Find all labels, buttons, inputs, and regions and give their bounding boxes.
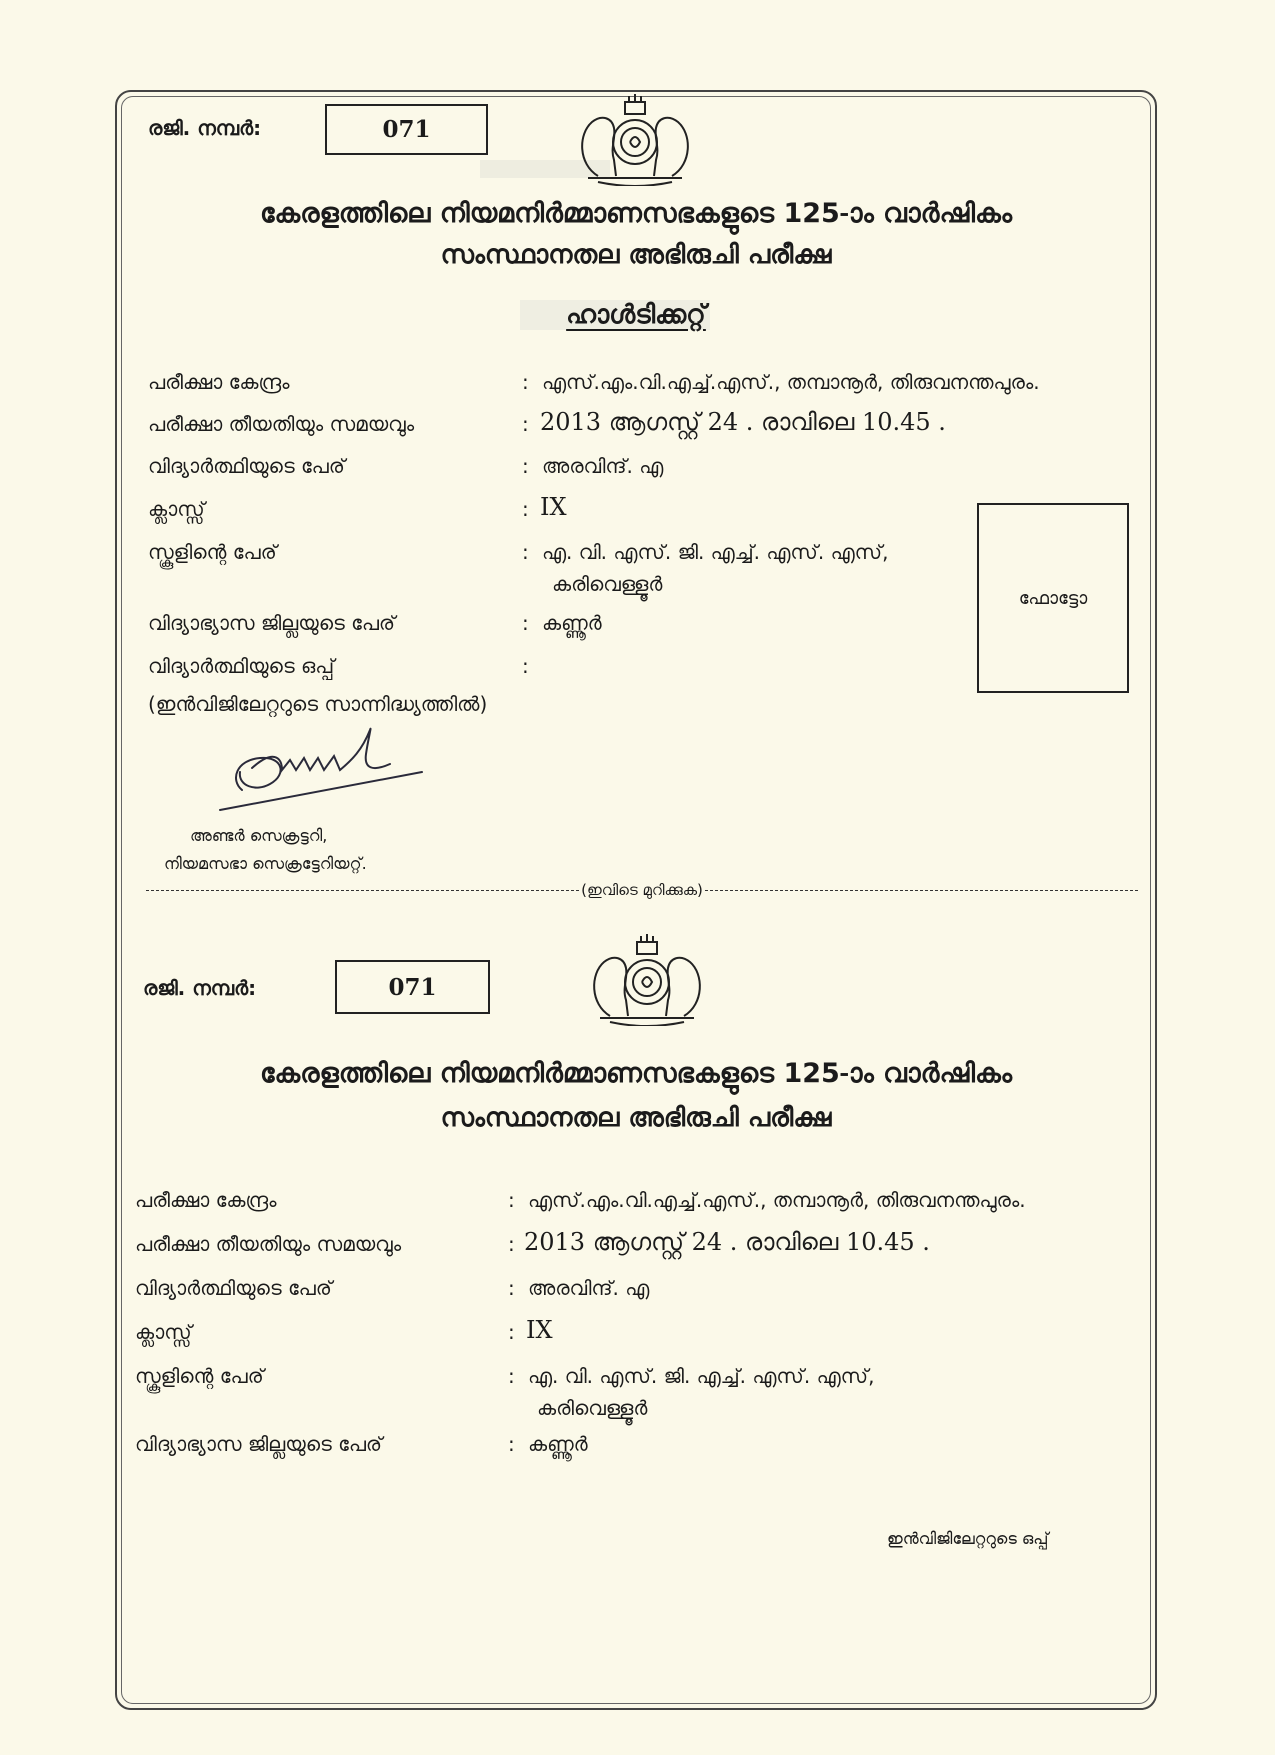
- upper-exam-datetime-label: പരീക്ഷാ തീയതിയും സമയവും: [148, 412, 415, 436]
- colon: :: [522, 540, 529, 564]
- colon: :: [508, 1364, 515, 1388]
- upper-school-place: കരിവെള്ളൂർ: [552, 572, 663, 596]
- colon: :: [522, 497, 529, 521]
- upper-subtitle: സംസ്ഥാനതല അഭിരുചി പരീക്ഷ: [440, 240, 832, 270]
- upper-reg-number-box: 071: [325, 104, 488, 155]
- upper-class-label: ക്ലാസ്സ്: [148, 497, 205, 521]
- lower-student-name-label: വിദ്യാർത്ഥിയുടെ പേര്: [135, 1276, 332, 1300]
- document-frame-inner: [121, 96, 1151, 1704]
- signature-mark: [212, 720, 432, 812]
- colon: :: [508, 1432, 515, 1456]
- cut-dash-right: [705, 890, 1138, 891]
- cut-here-label: (ഇവിടെ മുറിക്കുക): [581, 881, 703, 899]
- kerala-emblem-icon: [580, 934, 714, 1026]
- upper-district-value: കണ്ണൂർ: [542, 611, 602, 635]
- kerala-emblem-icon: [568, 94, 702, 186]
- invigilator-signature-label: ഇൻവിജിലേറ്ററുടെ ഒപ്പ്: [887, 1529, 1049, 1548]
- lower-class-value: IX: [526, 1316, 553, 1344]
- lower-exam-centre-value: എസ്.എം.വി.എച്ച്.എസ്., തമ്പാനൂർ, തിരുവനന്തപുരം.: [528, 1188, 1026, 1212]
- hall-ticket-heading: ഹാൾടിക്കറ്റ്: [566, 300, 706, 330]
- photo-placeholder: [977, 503, 1129, 693]
- colon: :: [508, 1188, 515, 1212]
- upper-student-signature-label: വിദ്യാർത്ഥിയുടെ ഒപ്പ്: [148, 654, 335, 678]
- lower-class-label: ക്ലാസ്സ്: [135, 1320, 192, 1344]
- colon: :: [522, 454, 529, 478]
- colon: :: [508, 1232, 515, 1256]
- upper-district-label: വിദ്യാഭ്യാസ ജില്ലയുടെ പേര്: [148, 611, 396, 635]
- upper-class-value: IX: [540, 493, 567, 521]
- cut-dash-left: [146, 890, 579, 891]
- upper-school-label: സ്കൂളിന്റെ പേര്: [148, 540, 277, 564]
- upper-exam-centre-label: പരീക്ഷാ കേന്ദ്രം: [148, 370, 290, 394]
- upper-exam-centre-value: എസ്.എം.വി.എച്ച്.എസ്., തമ്പാനൂർ, തിരുവനന്തപുരം.: [542, 370, 1040, 394]
- upper-school-value: എ. വി. എസ്. ജി. എച്ച്. എസ്. എസ്,: [542, 540, 889, 564]
- photo-label: ഫോട്ടോ: [1018, 587, 1088, 609]
- lower-subtitle: സംസ്ഥാനതല അഭിരുചി പരീക്ഷ: [440, 1103, 832, 1133]
- lower-district-value: കണ്ണൂർ: [528, 1432, 588, 1456]
- colon: :: [508, 1276, 515, 1300]
- colon: :: [522, 370, 529, 394]
- colon: :: [508, 1320, 515, 1344]
- lower-school-place: കരിവെള്ളൂർ: [537, 1396, 648, 1420]
- lower-school-value: എ. വി. എസ്. ജി. എച്ച്. എസ്. എസ്,: [528, 1364, 875, 1388]
- lower-reg-number-box: 071: [335, 960, 490, 1014]
- colon: :: [522, 611, 529, 635]
- upper-student-name-value: അരവിന്ദ്. എ: [542, 454, 664, 478]
- upper-title: കേരളത്തിലെ നിയമനിർമ്മാണസഭകളുടെ 125-ാം വാർഷികം: [259, 198, 1013, 229]
- upper-reg-label: രജി. നമ്പർ:: [148, 116, 262, 140]
- colon: :: [522, 412, 529, 436]
- signatory-designation: അണ്ടർ സെക്രട്ടറി,: [190, 826, 328, 845]
- cut-here-line: [146, 880, 1138, 900]
- lower-exam-datetime-label: പരീക്ഷാ തീയതിയും സമയവും: [135, 1232, 402, 1256]
- lower-student-name-value: അരവിന്ദ്. എ: [528, 1276, 650, 1300]
- signatory-office: നിയമസഭാ സെക്രട്ടേറിയറ്റ്.: [164, 854, 367, 873]
- lower-school-label: സ്കൂളിന്റെ പേര്: [135, 1364, 264, 1388]
- lower-exam-datetime-value: 2013 ആഗസ്റ്റ് 24 . രാവിലെ 10.45 .: [524, 1228, 930, 1256]
- invigilator-presence-note: (ഇൻവിജിലേറ്ററുടെ സാന്നിദ്ധ്യത്തിൽ): [148, 692, 488, 716]
- upper-exam-datetime-value: 2013 ആഗസ്റ്റ് 24 . രാവിലെ 10.45 .: [540, 408, 946, 436]
- lower-title: കേരളത്തിലെ നിയമനിർമ്മാണസഭകളുടെ 125-ാം വാർഷികം: [259, 1058, 1013, 1089]
- lower-reg-label: രജി. നമ്പർ:: [143, 976, 257, 1000]
- upper-student-name-label: വിദ്യാർത്ഥിയുടെ പേര്: [148, 454, 345, 478]
- lower-district-label: വിദ്യാഭ്യാസ ജില്ലയുടെ പേര്: [135, 1432, 383, 1456]
- lower-exam-centre-label: പരീക്ഷാ കേന്ദ്രം: [135, 1188, 277, 1212]
- colon: :: [522, 654, 529, 678]
